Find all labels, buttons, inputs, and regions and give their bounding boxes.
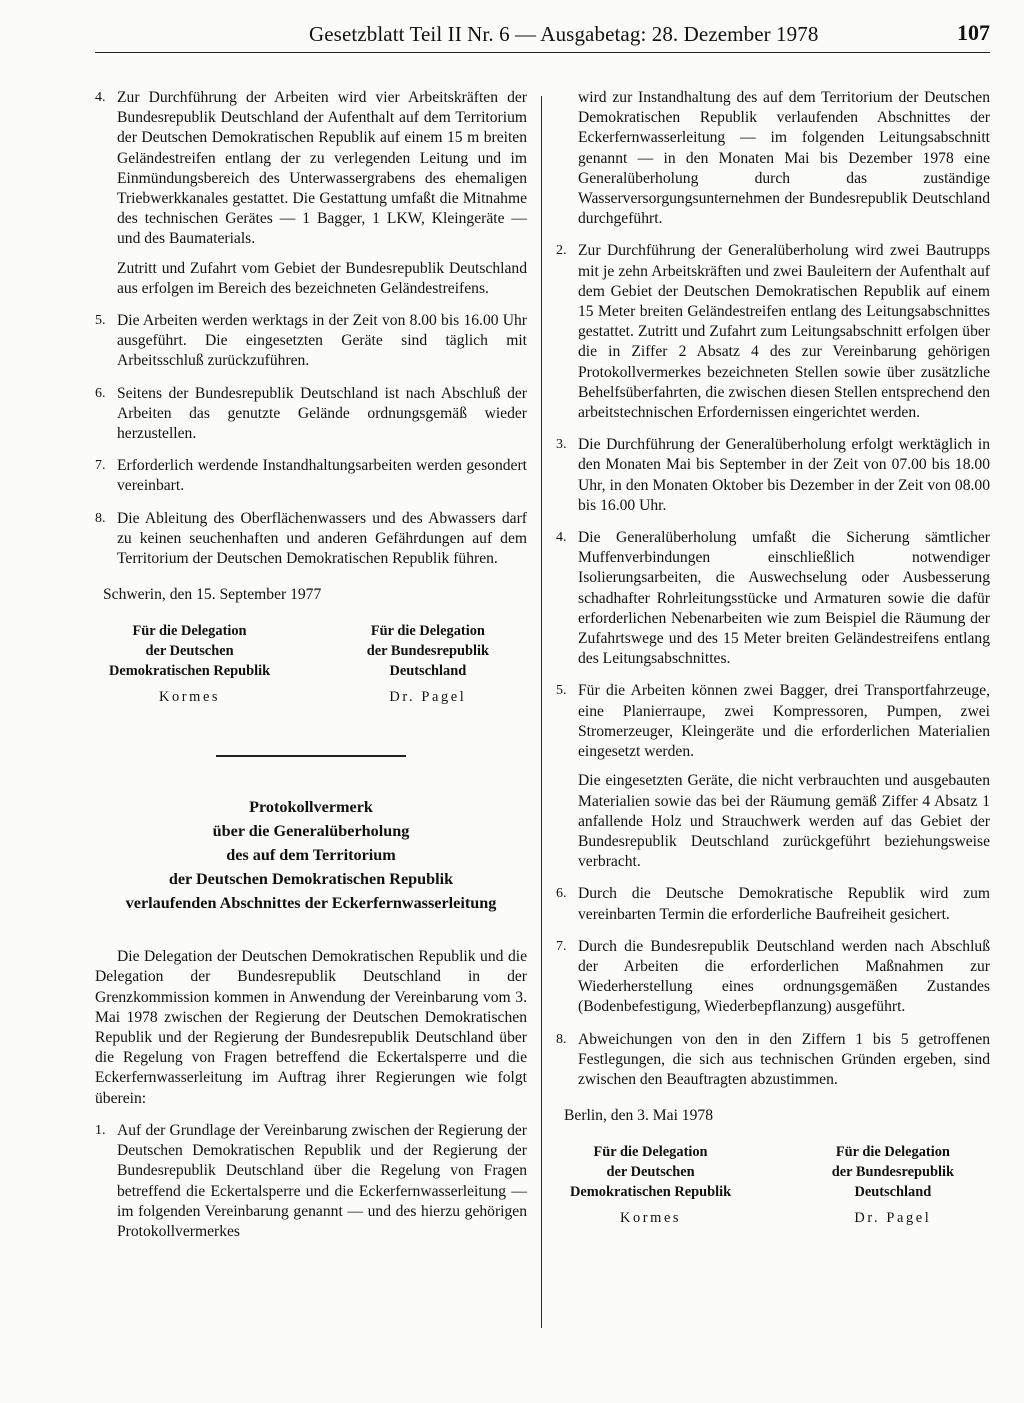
item-number: 4. [95,90,106,105]
signatory-name: Dr. Pagel [854,1210,932,1227]
list-item-6 [556,884,990,924]
signature-line: der Bundesrepublik [831,1164,954,1181]
item-number: 8. [95,510,106,526]
item-number: 7. [556,938,567,954]
list-item-1-continued [556,88,990,229]
section-rule [216,755,406,757]
item-paragraph: wird zur Instandhaltung des auf dem Territorium der Deutschen Demokratischen Republik verlaufenden Abschnittes der Eckerfernwasserleitung — im folgenden Leitungsabschnitt genannt — in den Monaten Mai bis Dezember 1978 eine Generalüberholung durch das zuständige Wasserversorgungsunternehmen der Bundesrepublik Deutschland durchgeführt. [578,89,990,228]
section-title-line: Protokollvermerk [249,798,373,817]
list-item-5 [95,311,527,372]
list-item-8 [95,509,527,570]
item-paragraph: Durch die Deutsche Demokratische Republik wird zum vereinbarten Termin die erforderliche Baufreiheit gesichert. [578,885,990,923]
item-paragraph: Seitens der Bundesrepublik Deutschland ist nach Abschluß der Arbeiten das genutzte Gelände ordnungsgemäß wieder herzustellen. [117,384,527,443]
item-paragraph: Zutritt und Zufahrt vom Gebiet der Bundesrepublik Deutschland aus erfolgen im Bereich des bezeichneten Geländestreifens. [117,259,527,297]
signature-line: Deutschland [854,1184,932,1201]
signature-line: Für die Delegation [593,1144,708,1161]
item-paragraph: Die Durchführung der Generalüberholung erfolgt werktäglich in den Monaten Mai bis September in der Zeit von 07.00 bis 18.00 Uhr, in den Monaten Oktober bis Dezember in der Zeit von 08.00 bis 16.00 Uhr. [578,436,990,514]
list-item-3 [556,435,990,516]
item-number: 6. [556,886,567,902]
item-paragraph: Die Ableitung des Oberflächenwassers und des Abwassers darf zu keinen seuchenhaften und anderen Gefährdungen auf dem Territorium der Deutschen Demokratischen Republik führen. [117,509,527,568]
section-title-line: der Deutschen Demokratischen Republik [168,870,454,889]
intro-paragraph: Die Delegation der Deutschen Demokratischen Republik und die Delegation der Bundesrepublik Deutschland in der Grenzkommission kommen in Anwendung der Vereinbarung vom 3. Mai 1978 zwischen der Regierung der Deutschen Demokratischen Republik und der Regierung der Bundesrepublik Deutschland über die Regelung von Fragen betreffend die Eckertalsperre und die Eckerfernwasserleitung im Auftrag ihrer Regierungen wie folgt überein: [95,948,527,1107]
page-number: 107 [957,20,990,45]
signature-line: Demokratischen Republik [109,663,271,680]
item-number: 3. [556,437,567,453]
item-number: 7. [95,458,106,474]
column-divider [541,96,542,1328]
list-item-2 [556,241,990,423]
page-header [95,20,990,53]
signature-block-gdr [109,621,270,707]
item-number: 1. [95,1122,106,1138]
list-item-4 [556,528,990,669]
list-item-4 [95,88,527,299]
item-paragraph: Für die Arbeiten können zwei Bagger, drei Transportfahrzeuge, eine Planierraupe, zwei Kompressoren, Pumpen, zwei Stromerzeuger, Kleingeräte und die erforderlichen Materialien eingesetzt werden. [578,682,990,761]
list-item-7 [556,937,990,1018]
item-paragraph: Abweichungen von den in den Ziffern 1 bis 5 getroffenen Festlegungen, die sich aus technischen Gründen ergeben, sind zwischen den Beauftragten abzustimmen. [578,1030,990,1088]
item-paragraph: Die Arbeiten werden werktags in der Zeit von 8.00 bis 16.00 Uhr ausgeführt. Die eingesetzten Geräte sind täglich mit Arbeitsschluß zurückzuführen. [117,312,527,370]
list-item-7 [95,456,527,496]
section-title [95,795,527,915]
signature-block-gdr [570,1142,731,1228]
list-item-1 [95,1121,527,1242]
item-paragraph: Durch die Bundesrepublik Deutschland werden nach Abschluß der Arbeiten die erforderlichen Maßnahmen zur Wiederherstellung eines ordnungsgemäßen Zustandes (Bodenbefestigung, Wiederbepflanzung) ausgeführt. [578,937,990,1016]
signature-row [95,621,527,707]
item-number: 5. [556,683,567,699]
list-item-5 [556,681,990,872]
section-title-line: verlaufenden Abschnittes der Eckerfernwasserleitung [125,894,497,913]
signature-line: der Deutschen [145,643,234,660]
signatory-name: Kormes [619,1210,682,1227]
item-number: 4. [556,530,567,546]
signature-block-frg [367,621,489,707]
item-number: 6. [95,385,106,401]
item-paragraph: Die Generalüberholung umfaßt die Sicherung sämtlicher Muffenverbindungen einschließlich notwendiger Isolierungsarbeiten, die Auswechselung oder Ausbesserung schadhafter Rohrleitungsstücke und Armaturen sowie die dafür erforderlichen Nebenarbeiten wie zum Beispiel die Räumung der Zufahrtswege und des 15 Meter breiten Geländestreifens entlang des Leitungsabschnittes. [578,529,990,668]
signature-row [556,1142,990,1228]
item-number: 2. [556,243,567,259]
signatory-name: Kormes [158,689,221,706]
signature-line: Deutschland [389,663,467,680]
item-number: 8. [556,1031,567,1047]
list-item-6 [95,384,527,445]
list-item-8 [556,1030,990,1091]
left-column [95,88,527,1254]
item-paragraph: Zur Durchführung der Arbeiten wird vier Arbeitskräften der Bundesrepublik Deutschland der Aufenthalt auf dem Territorium der Deutschen Demokratischen Republik auf einem 15 m breiten Geländestreifen entlang der zu verlegenden Leitung und im Einmündungsbereich des Unterwassergrabens des ehemaligen Triebwerkkanales gestattet. Die Gestattung umfaßt die Mitnahme des technischen Gerätes — 1 Bagger, 1 LKW, Kleingeräte — und des Baumaterials. [117,89,527,248]
signature-line: Für die Delegation [132,623,247,640]
signature-line: Für die Delegation [370,623,485,640]
signature-block-frg [832,1142,954,1228]
signature-line: der Bundesrepublik [366,643,489,660]
section-title-line: des auf dem Territorium [226,846,396,865]
item-paragraph: Zur Durchführung der Generalüberholung wird zwei Bautrupps mit je zehn Arbeitskräften und zwei Bauleitern der Aufenthalt auf dem Gebiet der Deutschen Demokratischen Republik auf einem 15 Meter breiten Geländestreifen entlang des Leitungsabschnittes gestattet. Zutritt und Zufahrt zum Leitungsabschnitt erfolgen über die in Ziffer 2 Absatz 4 des zur Vereinbarung gehörigen Protokollvermerkes bezeichneten Stellen sowie über zusätzliche Behelfsüberfahrten, die zwischen diesen Stellen entsprechend den arbeitstechnischen Erfordernissen eingerichtet werden. [578,242,990,422]
signature-place-date: Schwerin, den 15. September 1977 [103,586,322,604]
running-title: Gesetzblatt Teil II Nr. 6 — Ausgabetag: 28. Dezember 1978 [309,22,819,46]
item-number: 5. [95,313,106,329]
signatory-name: Dr. Pagel [389,689,467,706]
item-paragraph: Auf der Grundlage der Vereinbarung zwischen der Regierung der Deutschen Demokratischen Republik und der Regierung der Bundesrepublik Deutschland über die Regelung von Fragen betreffend die Eckertalsperre und die Eckerfernwasserleitung — im folgenden Vereinbarung genannt — und des hierzu gehörigen Protokollvermerkes [117,1121,527,1240]
signature-line: Für die Delegation [835,1144,950,1161]
item-paragraph: Die eingesetzten Geräte, die nicht verbrauchten und ausgebauten Materialien sowie das bei der Räumung gemäß Ziffer 4 Absatz 1 anfallende Holz und Strauchwerk werden auf das Gebiet der Bundesrepublik Deutschland zurückgeführt beziehungsweise verbracht. [578,772,990,871]
item-paragraph: Erforderlich werdende Instandhaltungsarbeiten werden gesondert vereinbart. [117,457,527,495]
signature-line: Demokratischen Republik [570,1184,732,1201]
right-column [556,88,990,1228]
signature-line: der Deutschen [606,1164,695,1181]
section-title-line: über die Generalüberholung [212,822,410,841]
signature-place-date: Berlin, den 3. Mai 1978 [564,1107,713,1125]
